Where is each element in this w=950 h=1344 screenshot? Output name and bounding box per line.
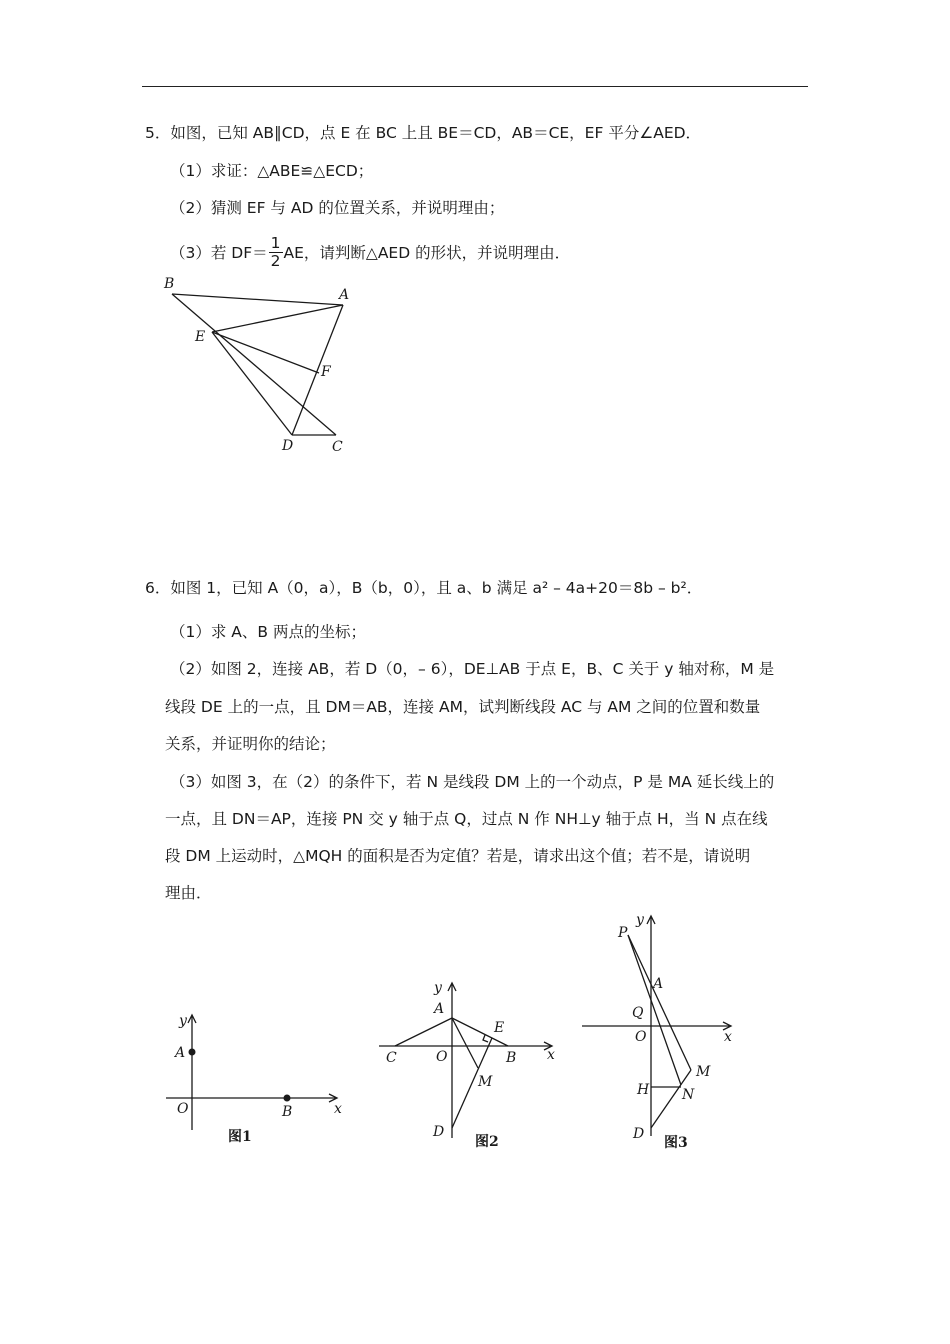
fig2-label-b: B	[506, 1050, 517, 1066]
fig2-label-m: M	[478, 1074, 493, 1090]
q6-part3-line4: 理由．	[165, 884, 212, 902]
segment-bc	[172, 294, 336, 435]
q5-part2: （2）猜测 EF 与 AD 的位置关系，并说明理由；	[170, 199, 505, 217]
fig3-label-o: O	[635, 1029, 647, 1045]
fig1-point-a	[189, 1049, 196, 1056]
header-rule	[142, 86, 808, 87]
fig1-label-x: x	[334, 1101, 342, 1117]
q5-fraction-den: 2	[270, 252, 281, 270]
label-a: A	[339, 287, 350, 303]
fig3-label-d: D	[633, 1126, 645, 1142]
fig3-label-x: x	[724, 1029, 732, 1045]
q6-part3-line1: （3）如图 3，在（2）的条件下，若 N 是线段 DM 上的一个动点，P 是 MA 延长线上的	[170, 773, 775, 791]
fig1-caption: 图1	[228, 1129, 252, 1145]
fig2-segment-ca	[395, 1018, 452, 1046]
fig1-label-o: O	[177, 1101, 189, 1117]
q6-figure3	[578, 910, 748, 1150]
label-d: D	[282, 438, 294, 454]
label-b: B	[164, 276, 175, 292]
q5-stem: 5．如图，已知 AB∥CD，点 E 在 BC 上且 BE＝CD，AB＝CE，EF 平分∠AED．	[145, 124, 702, 142]
fig1-label-a: A	[175, 1045, 186, 1061]
label-e: E	[195, 329, 206, 345]
fig2-caption: 图2	[475, 1134, 499, 1150]
q5-part3-before: （3）若 DF＝	[170, 244, 268, 262]
fig2-label-d: D	[433, 1124, 445, 1140]
segment-ad	[292, 305, 343, 435]
fig3-label-n: N	[682, 1087, 695, 1103]
fig2-label-y: y	[434, 980, 442, 996]
fig3-segment-pm	[628, 935, 691, 1070]
fig3-label-h: H	[637, 1082, 650, 1098]
q5-fraction	[269, 235, 283, 270]
fig2-label-o: O	[436, 1049, 448, 1065]
segment-ba	[172, 294, 343, 305]
q6-part2-line3: 关系，并证明你的结论；	[165, 735, 336, 753]
fig3-label-m: M	[696, 1064, 711, 1080]
q6-part1: （1）求 A、B 两点的坐标；	[170, 623, 366, 641]
fig3-caption: 图3	[664, 1135, 688, 1151]
segment-ea	[212, 305, 343, 332]
q5-fraction-num: 1	[270, 234, 281, 252]
fig2-segment-am	[452, 1018, 478, 1068]
q5-part3-after: AE，请判断△AED 的形状，并说明理由．	[283, 244, 571, 262]
fig1-label-y: y	[179, 1013, 187, 1029]
fig1-label-b: B	[282, 1104, 293, 1120]
fig2-label-x: x	[547, 1047, 555, 1063]
fig3-label-q: Q	[632, 1005, 644, 1021]
q5-figure	[150, 270, 370, 460]
q6-part3-line3: 段 DM 上运动时，△MQH 的面积是否为定值？若是，请求出这个值；若不是，请说明	[165, 847, 751, 865]
q6-part2-line2: 线段 DE 上的一点，且 DM＝AB，连接 AM，试判断线段 AC 与 AM 之间的位置和数量	[165, 698, 761, 716]
q5-part1: （1）求证：△ABE≌△ECD；	[170, 162, 374, 180]
fig1-point-b	[284, 1095, 291, 1102]
q5-figure-lines	[172, 294, 343, 435]
fig2-label-e: E	[494, 1020, 505, 1036]
q6-figure2	[375, 978, 565, 1153]
q6-stem: 6．如图 1，已知 A（0，a），B（b，0），且 a、b 满足 a² – 4a+20＝8b – b²．	[145, 579, 703, 597]
fig3-label-y: y	[636, 912, 644, 928]
fig3-label-a: A	[653, 976, 664, 992]
fig3-label-p: P	[618, 925, 628, 941]
q5-part3	[170, 236, 570, 271]
label-f: F	[321, 364, 331, 380]
q6-figure1	[160, 1010, 350, 1150]
fig2-label-a: A	[434, 1001, 445, 1017]
q6-part3-line2: 一点，且 DN＝AP，连接 PN 交 y 轴于点 Q，过点 N 作 NH⊥y 轴于点 H，当 N 点在线	[165, 810, 768, 828]
label-c: C	[332, 439, 343, 455]
fig2-label-c: C	[386, 1050, 397, 1066]
q6-part2-line1: （2）如图 2，连接 AB，若 D（0，– 6），DE⊥AB 于点 E，B、C 关于 y 轴对称，M 是	[170, 660, 775, 678]
